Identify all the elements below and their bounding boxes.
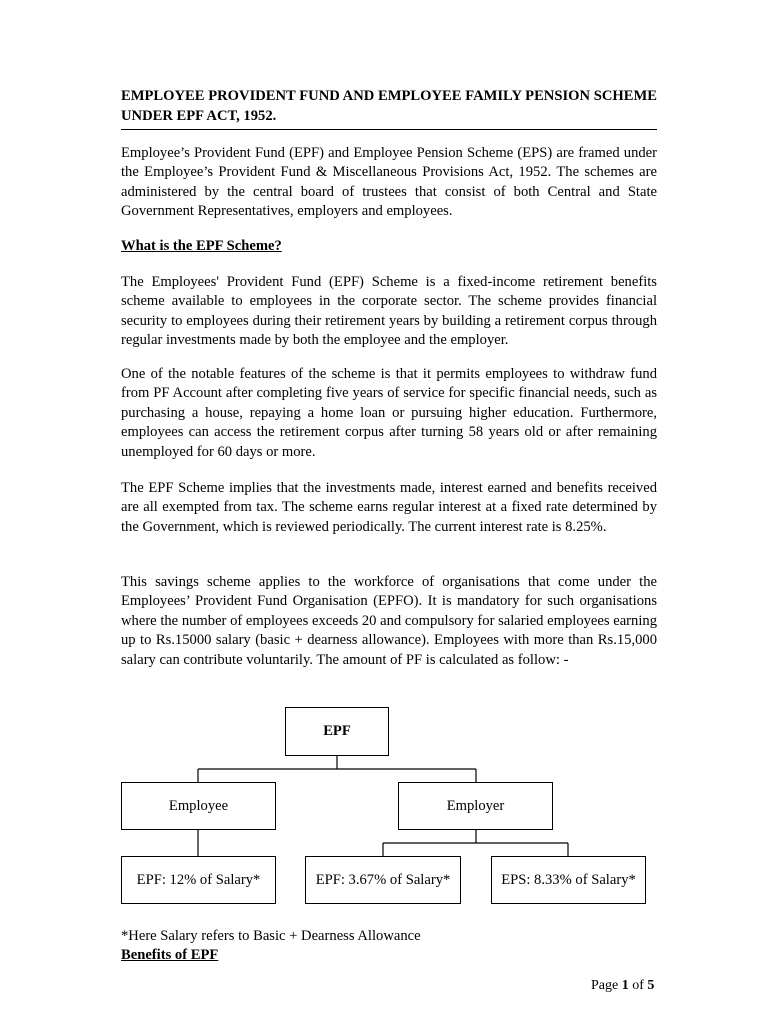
total-pages: 5 [647, 978, 655, 993]
diagram-node-employer-epf: EPF: 3.67% of Salary* [305, 856, 461, 904]
section-heading-epf-scheme: What is the EPF Scheme? [121, 238, 282, 254]
page-number [591, 978, 654, 994]
diagram-node-employer-eps: EPS: 8.33% of Salary* [491, 856, 646, 904]
diagram-node-employee-epf: EPF: 12% of Salary* [121, 856, 276, 904]
diagram-node-employee: Employee [121, 782, 276, 830]
diagram-node-employer: Employer [398, 782, 553, 830]
salary-footnote: *Here Salary refers to Basic + Dearness Allowance [121, 928, 421, 944]
section-heading-benefits: Benefits of EPF [121, 947, 219, 963]
intro-paragraph: Employee’s Provident Fund (EPF) and Employee Pension Scheme (EPS) are framed under the Employee’s Provident Fund & Miscellaneous Provisions Act, 1952. The schemes are administered by the central board of trustees that consist of both Central and State Government Representatives, employers and employees. [121, 145, 657, 220]
of-word: of [632, 978, 644, 993]
paragraph-features: One of the notable features of the scheme is that it permits employees to withdraw fund from PF Account after completing five years of service for specific financial needs, such as purchasing a house, repaying a home loan or pursuing higher education. Furthermore, employees can access the retirement corpus after turning 58 years old or after remaining unemployed for 60 days or more. [121, 366, 657, 460]
page-word: Page [591, 978, 619, 993]
diagram-node-epf: EPF [285, 707, 389, 756]
paragraph-tax: The EPF Scheme implies that the investments made, interest earned and benefits received are all exempted from tax. The scheme earns regular interest at a fixed rate determined by the Government, which is reviewed periodically. The current interest rate is 8.25%. [121, 480, 657, 535]
paragraph-epf-scheme: The Employees' Provident Fund (EPF) Scheme is a fixed-income retirement benefits scheme available to employees in the corporate sector. The scheme provides financial security to employees during their retirement years by building a retirement corpus through regular investments made by both the employee and the employer. [121, 274, 657, 349]
paragraph-applicability: This savings scheme applies to the workforce of organisations that come under the Employees’ Provident Fund Organisation (EPFO). It is mandatory for such organisations where the number of employees exceeds 20 and compulsory for salaried employees earning up to Rs.15000 salary (basic + dearness allowance). Employees with more than Rs.15,000 salary can contribute voluntarily. The amount of PF is calculated as follow: - [121, 574, 657, 668]
current-page: 1 [621, 978, 629, 993]
document-title: EMPLOYEE PROVIDENT FUND AND EMPLOYEE FAMILY PENSION SCHEME UNDER EPF ACT, 1952. [121, 87, 657, 130]
